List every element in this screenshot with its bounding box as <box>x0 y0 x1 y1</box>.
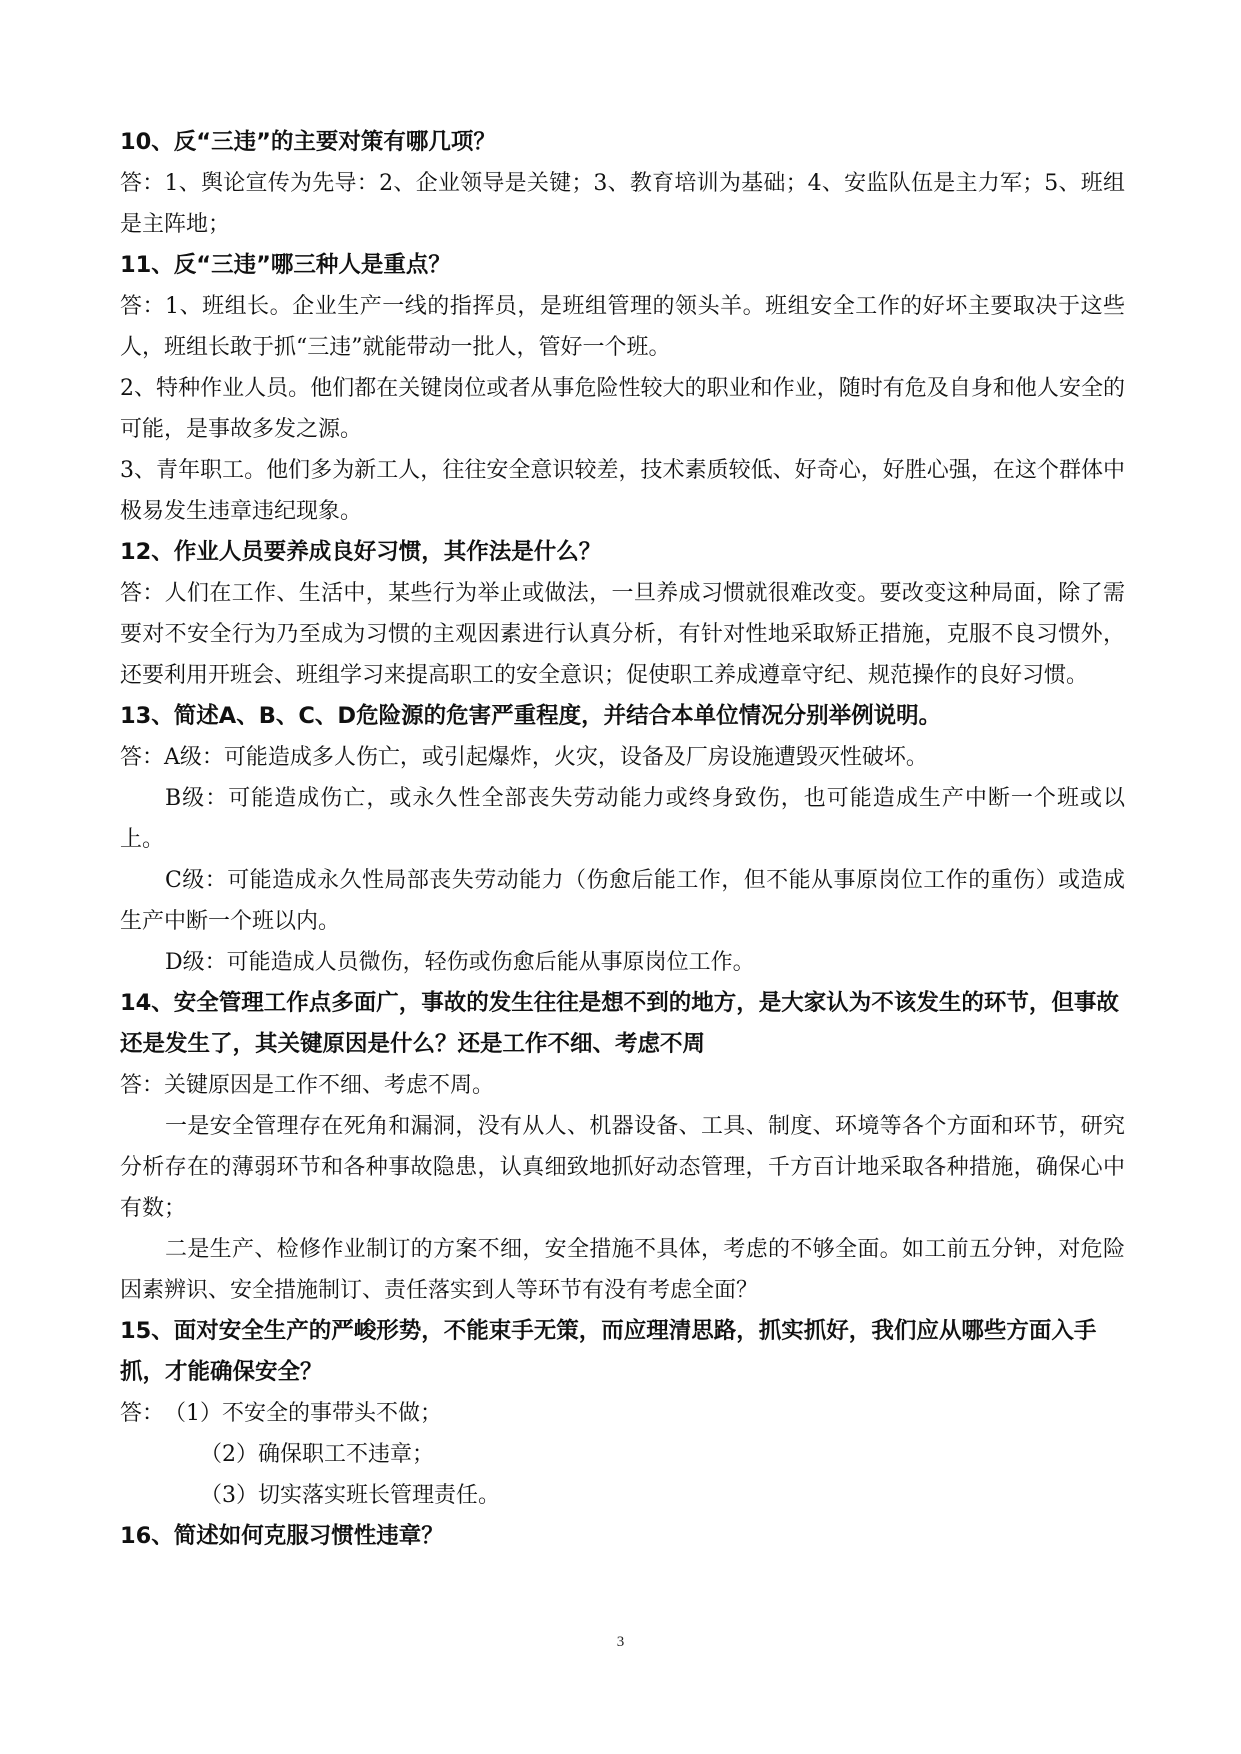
question-13: 13、简述A、B、C、D危险源的危害严重程度，并结合本单位情况分别举例说明。 <box>120 703 942 729</box>
question-10: 10、反“三违”的主要对策有哪几项？ <box>120 129 496 155</box>
answer-13-level-b: B级：可能造成伤亡，或永久性全部丧失劳动能力或终身致伤，也可能造成生产中断一个班或以上。 <box>120 786 1125 852</box>
answer-14-intro: 答：关键原因是工作不细、考虑不周。 <box>120 1073 495 1098</box>
answer-12: 答：人们在工作、生活中，某些行为举止或做法，一旦养成习惯就很难改变。要改变这种局面，除了需要对不安全行为乃至成为习惯的主观因素进行认真分析，有针对性地采取矫正措施，克服不良习惯外，还要利用开班会、班组学习来提高职工的安全意识；促使职工养成遵章守纪、规范操作的良好习惯。 <box>120 581 1125 688</box>
document-body <box>120 122 1125 1557</box>
question-12: 12、作业人员要养成良好习惯，其作法是什么？ <box>120 539 602 565</box>
question-11: 11、反“三违”哪三种人是重点？ <box>120 252 451 278</box>
answer-11-part3: 3、青年职工。他们多为新工人，往往安全意识较差，技术素质较低、好奇心，好胜心强，在这个群体中极易发生违章违纪现象。 <box>120 458 1125 524</box>
question-16: 16、简述如何克服习惯性违章？ <box>120 1523 444 1549</box>
question-15: 15、面对安全生产的严峻形势，不能束手无策，而应理清思路，抓实抓好，我们应从哪些方面入手抓，才能确保安全？ <box>120 1318 1097 1385</box>
answer-13-level-d: D级：可能造成人员微伤，轻伤或伤愈后能从事原岗位工作。 <box>165 950 755 975</box>
answer-13-level-c: C级：可能造成永久性局部丧失劳动能力（伤愈后能工作，但不能从事原岗位工作的重伤）或造成生产中断一个班以内。 <box>120 868 1125 934</box>
answer-11-part2: 2、特种作业人员。他们都在关键岗位或者从事危险性较大的职业和作业，随时有危及自身和他人安全的可能，是事故多发之源。 <box>120 376 1125 442</box>
question-14: 14、安全管理工作点多面广，事故的发生往往是想不到的地方，是大家认为不该发生的环节，但事故还是发生了，其关键原因是什么？还是工作不细、考虑不周 <box>120 990 1119 1057</box>
answer-15-item1: 答： （1）不安全的事带头不做； <box>120 1401 442 1426</box>
page-number: 3 <box>616 1634 625 1650</box>
answer-13-level-a: 答：A级：可能造成多人伤亡，或引起爆炸，火灾，设备及厂房设施遭毁灭性破坏。 <box>120 745 928 770</box>
answer-14-point1: 一是安全管理存在死角和漏洞，没有从人、机器设备、工具、制度、环境等各个方面和环节，研究分析存在的薄弱环节和各种事故隐患，认真细致地抓好动态管理，千方百计地采取各种措施，确保心中有数； <box>120 1114 1125 1221</box>
answer-14-point2: 二是生产、检修作业制订的方案不细，安全措施不具体，考虑的不够全面。如工前五分钟，对危险因素辨识、安全措施制订、责任落实到人等环节有没有考虑全面？ <box>120 1237 1125 1303</box>
answer-15-item3: （3）切实落实班长管理责任。 <box>200 1483 500 1508</box>
answer-11-part1: 答：1、班组长。企业生产一线的指挥员，是班组管理的领头羊。班组安全工作的好坏主要取决于这些人，班组长敢于抓“三违”就能带动一批人，管好一个班。 <box>120 294 1125 360</box>
answer-10: 答：1、舆论宣传为先导：2、企业领导是关键；3、教育培训为基础；4、安监队伍是主力军；5、班组是主阵地； <box>120 171 1125 237</box>
answer-15-item2: （2）确保职工不违章； <box>200 1442 434 1467</box>
